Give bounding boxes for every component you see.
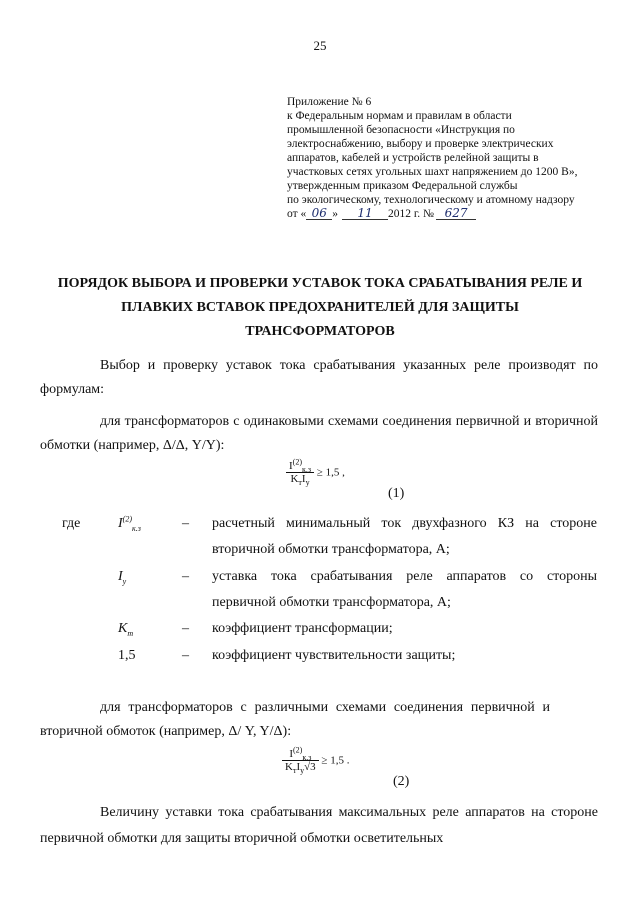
definition-symbol: $K_т$ bbox=[118, 621, 134, 638]
appendix-line: Приложение № 6 bbox=[287, 96, 372, 108]
definition-symbol: $I^{(2)}_{к.з}$ bbox=[118, 514, 141, 533]
definition-text-continued: вторичной обмотки трансформатора, А; bbox=[212, 542, 450, 557]
formula-2-fraction bbox=[282, 745, 319, 776]
formula-2-denominator: $K_тI_у√3$ bbox=[285, 761, 316, 776]
where-label: где bbox=[62, 516, 81, 531]
appendix-date-line bbox=[287, 207, 617, 221]
definition-symbol: 1,5 bbox=[118, 648, 136, 663]
appendix-line: участковых сетях угольных шахт напряжением до 1200 В», bbox=[287, 166, 578, 178]
appendix-line: к Федеральным нормам и правилам в области bbox=[287, 110, 512, 122]
handwritten-number: 627 bbox=[436, 207, 476, 220]
appendix-line: аппаратов, кабелей и устройств релейной защиты в bbox=[287, 152, 539, 164]
equation-number-2: (2) bbox=[393, 774, 410, 789]
definition-text-continued: первичной обмотки трансформатора, А; bbox=[212, 595, 451, 610]
definition-dash: – bbox=[182, 621, 189, 636]
appendix-line: промышленной безопасности «Инструкция по bbox=[287, 124, 515, 136]
equation-number-1: (1) bbox=[388, 486, 405, 501]
handwritten-day: 06 bbox=[306, 207, 332, 220]
heading-line: ТРАНСФОРМАТОРОВ bbox=[245, 324, 395, 339]
heading-line: ПЛАВКИХ ВСТАВОК ПРЕДОХРАНИТЕЛЕЙ ДЛЯ ЗАЩИТЫ bbox=[121, 300, 519, 315]
formula-1-numerator: $I^{(2)}_{к.з}$ bbox=[286, 460, 314, 473]
appendix-line: по экологическому, технологическому и атомному надзору bbox=[287, 194, 575, 206]
definition-dash: – bbox=[182, 648, 189, 663]
paragraph-same-schemes: для трансформаторов с одинаковыми схемами соединения первичной и вторичной обмотки (например, Δ/Δ, Y/Y): bbox=[40, 414, 598, 453]
definition-dash: – bbox=[182, 569, 189, 584]
definition-text: коэффициент трансформации; bbox=[212, 621, 393, 636]
formula-2-numerator: $I^{(2)}_{к.з}$ bbox=[282, 748, 319, 761]
page-number: 25 bbox=[313, 38, 327, 53]
formula-1-fraction bbox=[286, 457, 314, 488]
definition-symbol: $I_у$ bbox=[118, 569, 127, 586]
appendix-line: утвержденным приказом Федеральной службы bbox=[287, 180, 518, 192]
formula-2 bbox=[282, 745, 350, 776]
date-year: 2012 г. № bbox=[388, 208, 435, 220]
section-heading bbox=[40, 272, 600, 344]
date-prefix: от « bbox=[287, 208, 307, 220]
definition-text: расчетный минимальный ток двухфазного КЗ на стороне bbox=[212, 516, 597, 531]
definition-text: уставка тока срабатывания реле аппаратов со стороны bbox=[212, 569, 597, 584]
date-mid: » bbox=[332, 208, 338, 220]
formula-2-rhs: ≥ 1,5 . bbox=[321, 754, 350, 767]
paragraph-intro: Выбор и проверку уставок тока срабатывания указанных реле производят по формулам: bbox=[40, 358, 598, 397]
formula-1-denominator: $K_тI_у$ bbox=[290, 473, 310, 488]
formula-1 bbox=[286, 457, 345, 488]
definition-text: коэффициент чувствительности защиты; bbox=[212, 648, 456, 663]
handwritten-month: 11 bbox=[342, 207, 388, 220]
heading-line: ПОРЯДОК ВЫБОРА И ПРОВЕРКИ УСТАВОК ТОКА СРАБАТЫВАНИЯ РЕЛЕ И bbox=[57, 276, 583, 291]
formula-1-rhs: ≥ 1,5 , bbox=[316, 466, 345, 479]
appendix-reference bbox=[287, 95, 617, 221]
paragraph-setting-value: Величину уставки тока срабатывания максимальных реле аппаратов на стороне первичной обмотки для защиты вторичной обмотки осветительных bbox=[40, 805, 598, 846]
paragraph-different-schemes: для трансформаторов с различными схемами соединения первичной и вторичной обмоток (например, Δ/ Y, Y/Δ): bbox=[40, 700, 550, 739]
appendix-line: электроснабжению, выбору и проверке электрических bbox=[287, 138, 554, 150]
definition-dash: – bbox=[182, 516, 189, 531]
